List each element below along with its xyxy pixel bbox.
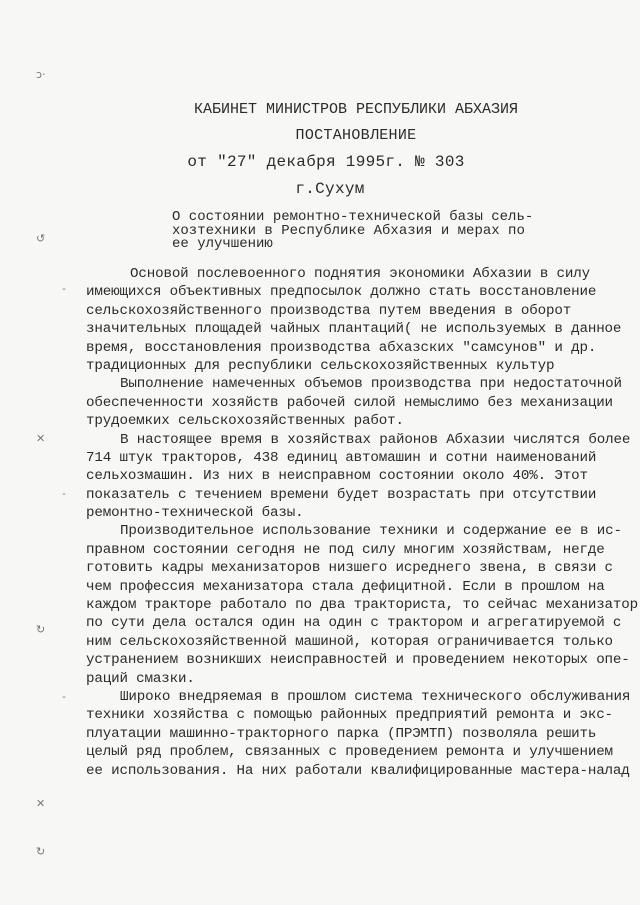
body-line: сельхозмашин. Из них в неисправном состоянии около 40%. Этот (86, 468, 588, 485)
body-line: готовить кадры механизаторов низшего исреднего звена, в связи с (86, 560, 613, 577)
issuing-authority: КАБИНЕТ МИНИСТРОВ РЕСПУБЛИКИ АБХАЗИЯ (193, 101, 519, 118)
body-line: Производительное использование техники и содержание ее в ис- (120, 523, 622, 540)
body-line: правном состоянии сегодня не под силу многим хозяйствам, негде (86, 541, 605, 558)
document-date-number: от "27" декабря 1995г. № 303 (187, 153, 465, 171)
hole-punch-mark: - (62, 487, 66, 500)
body-line: показатель с течением времени будет возрастать при отсутствии (86, 486, 597, 503)
body-line: В настоящее время в хозяйствах районов Абхазии числятся более (120, 431, 631, 448)
body-line: традиционных для республики сельскохозяйственных культур (86, 357, 555, 374)
body-line: Широко внедряемая в прошлом система технического обслуживания (120, 688, 631, 705)
body-line: трудоемких сельскохозяйственных работ. (86, 413, 404, 430)
body-line: ремонтно-технической базы. (86, 505, 304, 522)
body-line: целый ряд проблем, связанных с проведением ремонта и улучшением (86, 744, 613, 761)
body-line: значительных площадей чайных плантаций( не используемых в данное (86, 321, 622, 338)
body-line: имеющихся объективных предпосылок должно стать восстановление (86, 284, 597, 301)
hole-punch-mark: - (62, 690, 66, 703)
hole-punch-mark: ↄ· (36, 68, 46, 81)
body-line: обеспеченности хозяйств рабочей силой немыслимо без механизации (86, 394, 613, 411)
body-line: устранением возникших неисправностей и проведением некоторых опе- (86, 652, 630, 669)
body-line: по сути дела остался один на один с трактором и агрегатируемой с (86, 615, 622, 632)
body-line: раций смазки. (86, 670, 195, 687)
subject-line: О состоянии ремонтно-технической базы сель- (172, 209, 534, 225)
body-line: 714 штук тракторов, 438 единиц автомашин и сотни наименований (86, 449, 597, 466)
body-line: ним сельскохозяйственной машиной, которая ограничивается только (86, 633, 613, 650)
hole-punch-mark: ✕ (36, 797, 46, 810)
document-type: ПОСТАНОВЛЕНИЕ (295, 127, 417, 144)
hole-punch-mark: ↻ (36, 623, 46, 636)
body-line: ее использования. На них работали квалифицированные мастера-налад (86, 762, 630, 779)
body-line: Основой послевоенного поднятия экономики Абхазии в силу (130, 266, 591, 282)
subject-line: хозтехники в Республике Абхазия и мерах по (172, 222, 525, 239)
hole-punch-mark: ↻ (36, 845, 46, 858)
body-line: сельскохозяйственного производства путем введения в оборот (86, 302, 572, 319)
body-line: плуатации машинно-тракторного парка (ПРЭМТП) позволяла решить (86, 725, 597, 742)
hole-punch-mark: ✕ (36, 432, 46, 445)
document-subject (172, 211, 532, 252)
hole-punch-mark: - (62, 282, 66, 295)
hole-punch-mark: ↺ (36, 232, 46, 245)
subject-line: ее улучшению (172, 236, 273, 252)
body-line: Выполнение намеченных объемов производства при недостаточной (120, 376, 622, 393)
body-line: время, восстановления производства абхазских "самсунов" и др. (86, 339, 597, 356)
body-line: чем профессия механизатора стала дефицитной. Если в прошлом на (86, 578, 605, 595)
document-body (86, 265, 639, 780)
document-city: г.Сухум (295, 180, 365, 198)
body-line: техники хозяйства с помощью районных предприятий ремонта и экс- (86, 707, 613, 724)
body-line: каждом тракторе работало по два тракториста, то сейчас механизатор (86, 597, 639, 614)
